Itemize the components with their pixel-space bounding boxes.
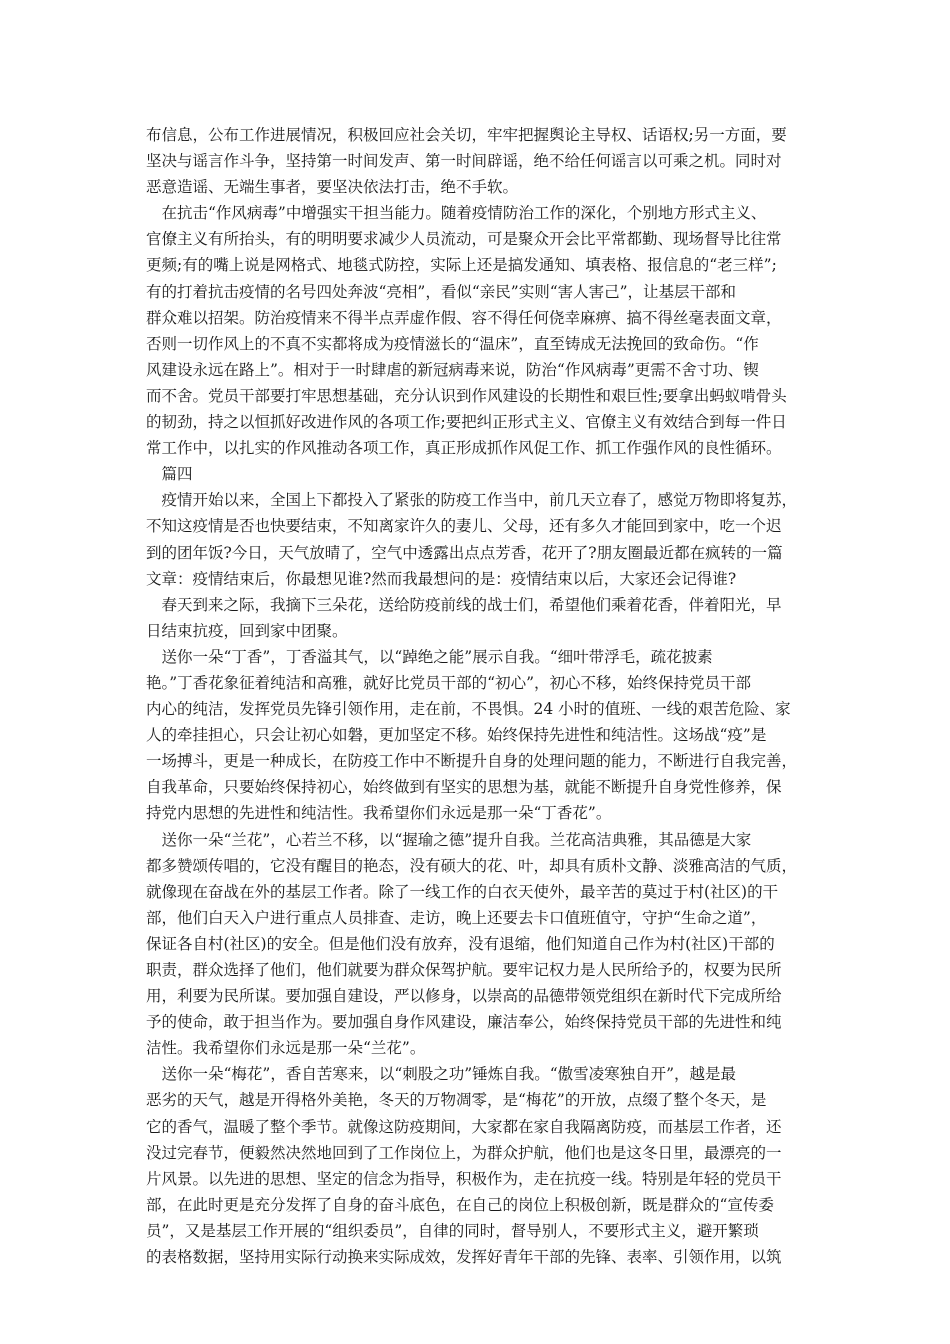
text-line: 到的团年饭?今日，天气放晴了，空气中透露出点点芳香，花开了?朋友圈最近都在疯转的一篇 xyxy=(146,543,783,562)
text-line: 疫情开始以来，全国上下都投入了紧张的防疫工作当中，前几天立春了，感觉万物即将复苏， xyxy=(146,491,798,510)
text-line: 官僚主义有所抬头，有的明明要求减少人员流动，可是聚众开会比平常都勤、现场督导比往常 xyxy=(146,230,782,249)
text-line: 风建设永远在路上”。相对于一时肆虐的新冠病毒来说，防治“作风病毒”更需不舍寸功、锲 xyxy=(146,360,759,379)
text-line: 艳。”丁香花象征着纯洁和高雅，就好比党员干部的“初心”，初心不移，始终保持党员干部 xyxy=(146,673,752,692)
text-line: 的韧劲，持之以恒抓好改进作风的各项工作;要把纠正形式主义、官僚主义有效结合到每一件日 xyxy=(146,413,787,432)
text-line: 文章：疫情结束后，你最想见谁?然而我最想问的是：疫情结束以后，大家还会记得谁? xyxy=(146,569,737,588)
text-line: 片风景。以先进的思想、坚定的信念为指导，积极作为，走在抗疫一线。特别是年轻的党员干 xyxy=(146,1169,782,1188)
text-line: 恶劣的天气，越是开得格外美艳，冬天的万物凋零，是“梅花”的开放，点缀了整个冬天，是 xyxy=(146,1091,767,1110)
document-body xyxy=(146,122,816,1270)
text-line: 日结束抗疫，回到家中团聚。 xyxy=(146,621,348,640)
text-line: 一场搏斗，更是一种成长，在防疫工作中不断提升自身的处理问题的能力，不断进行自我完善， xyxy=(146,752,798,771)
text-line: 人的牵挂担心，只会让初心如磐，更加坚定不移。始终保持先进性和纯洁性。这场战“疫”是 xyxy=(146,726,767,745)
text-line: 更频;有的嘴上说是网格式、地毯式防控，实际上还是搞发通知、填表格、报信息的“老三样”; xyxy=(146,256,777,275)
text-line: 部，在此时更是充分发挥了自身的奋斗底色，在自己的岗位上积极创新，既是群众的“宣传委 xyxy=(146,1195,774,1214)
text-line: 坚决与谣言作斗争，坚持第一时间发声、第一时间辟谣，绝不给任何谣言以可乘之机。同时对 xyxy=(146,152,782,171)
text-line: 常工作中，以扎实的作风推动各项工作，真正形成抓作风促工作、抓工作强作风的良性循环。 xyxy=(146,439,782,458)
text-line: 员”，又是基层工作开展的“组织委员”，自律的同时，督导别人，不要形式主义，避开繁琐 xyxy=(146,1221,759,1240)
text-line: 群众难以招架。防治疫情来不得半点弄虚作假、容不得任何侥幸麻痹、搞不得丝毫表面文章， xyxy=(146,308,782,327)
text-line: 持党内思想的先进性和纯洁性。我希望你们永远是那一朵“丁香花”。 xyxy=(146,804,612,823)
text-line: 不知这疫情是否也快要结束，不知离家许久的妻儿、父母，还有多久才能回到家中，吃一个迟 xyxy=(146,517,782,536)
text-line: 予的使命，敢于担当作为。要加强自身作风建设，廉洁奉公，始终保持党员干部的先进性和纯 xyxy=(146,1013,782,1032)
text-line: 送你一朵“梅花”，香自苦寒来，以“刺股之功”锤炼自我。“傲雪凌寒独自开”，越是最 xyxy=(146,1065,737,1084)
text-line: 它的香气，温暖了整个季节。就像这防疫期间，大家都在家自我隔离防疫，而基层工作者，还 xyxy=(146,1117,782,1136)
text-line: 部，他们白天入户进行重点人员排查、走访，晚上还要去卡口值班值守，守护“生命之道”， xyxy=(146,908,767,927)
text-line: 职责，群众选择了他们，他们就要为群众保驾护航。要牢记权力是人民所给予的，权要为民所 xyxy=(146,961,782,979)
text-line: 用，利要为民所谋。要加强自建设，严以修身，以崇高的品德带领党组织在新时代下完成所给 xyxy=(146,987,782,1006)
text-line: 布信息，公布工作进展情况，积极回应社会关切，牢牢把握舆论主导权、话语权;另一方面，要 xyxy=(146,126,787,144)
text-line: 内心的纯洁，发挥党员先锋引领作用，走在前，不畏惧。24 小时的值班、一线的艰苦危险、家 xyxy=(146,700,791,719)
text-line: 送你一朵“丁香”，丁香溢其气，以“踔绝之能”展示自我。“细叶带浮毛，疏花披素 xyxy=(146,647,713,666)
text-line: 有的打着抗击疫情的名号四处奔波“亮相”，看似“亲民”实则“害人害己”，让基层干部和 xyxy=(146,282,737,301)
text-line: 在抗击“作风病毒”中增强实干担当能力。随着疫情防治工作的深化，个别地方形式主义、 xyxy=(146,204,767,223)
text-line: 而不舍。党员干部要打牢思想基础，充分认识到作风建设的长期性和艰巨性;要拿出蚂蚁啃骨头 xyxy=(146,386,787,405)
text-line: 就像现在奋战在外的基层工作者。除了一线工作的白衣天使外，最辛苦的莫过于村(社区)的干 xyxy=(146,882,779,901)
text-line: 洁性。我希望你们永远是那一朵“兰花”。 xyxy=(146,1039,426,1058)
text-line: 都多赞颂传唱的，它没有醒目的艳态，没有硕大的花、叶，却具有质朴文静、淡雅高洁的气质， xyxy=(146,856,798,875)
text-line: 篇四 xyxy=(146,465,193,484)
text-line: 送你一朵“兰花”，心若兰不移，以“握瑜之德”提升自我。兰花高洁典雅，其品德是大家 xyxy=(146,830,752,849)
text-line: 没过完春节，便毅然决然地回到了工作岗位上，为群众护航，他们也是这冬日里，最漂亮的一 xyxy=(146,1143,782,1162)
text-line: 否则一切作风上的不真不实都将成为疫情滋长的“温床”，直至铸成无法挽回的致命伤。“作 xyxy=(146,334,759,353)
text-line: 的表格数据，坚持用实际行动换来实际成效，发挥好青年干部的先锋、表率、引领作用，以筑 xyxy=(146,1248,782,1267)
text-line: 自我革命，只要始终保持初心，始终做到有坚实的思想为基，就能不断提升自身党性修养，保 xyxy=(146,778,782,797)
text-line: 恶意造谣、无端生事者，要坚决依法打击，绝不手软。 xyxy=(146,178,519,197)
text-line: 春天到来之际，我摘下三朵花，送给防疫前线的战士们，希望他们乘着花香，伴着阳光，早 xyxy=(146,595,782,614)
text-line: 保证各自村(社区)的安全。但是他们没有放弃，没有退缩，他们知道自己作为村(社区)干部的 xyxy=(146,934,775,953)
